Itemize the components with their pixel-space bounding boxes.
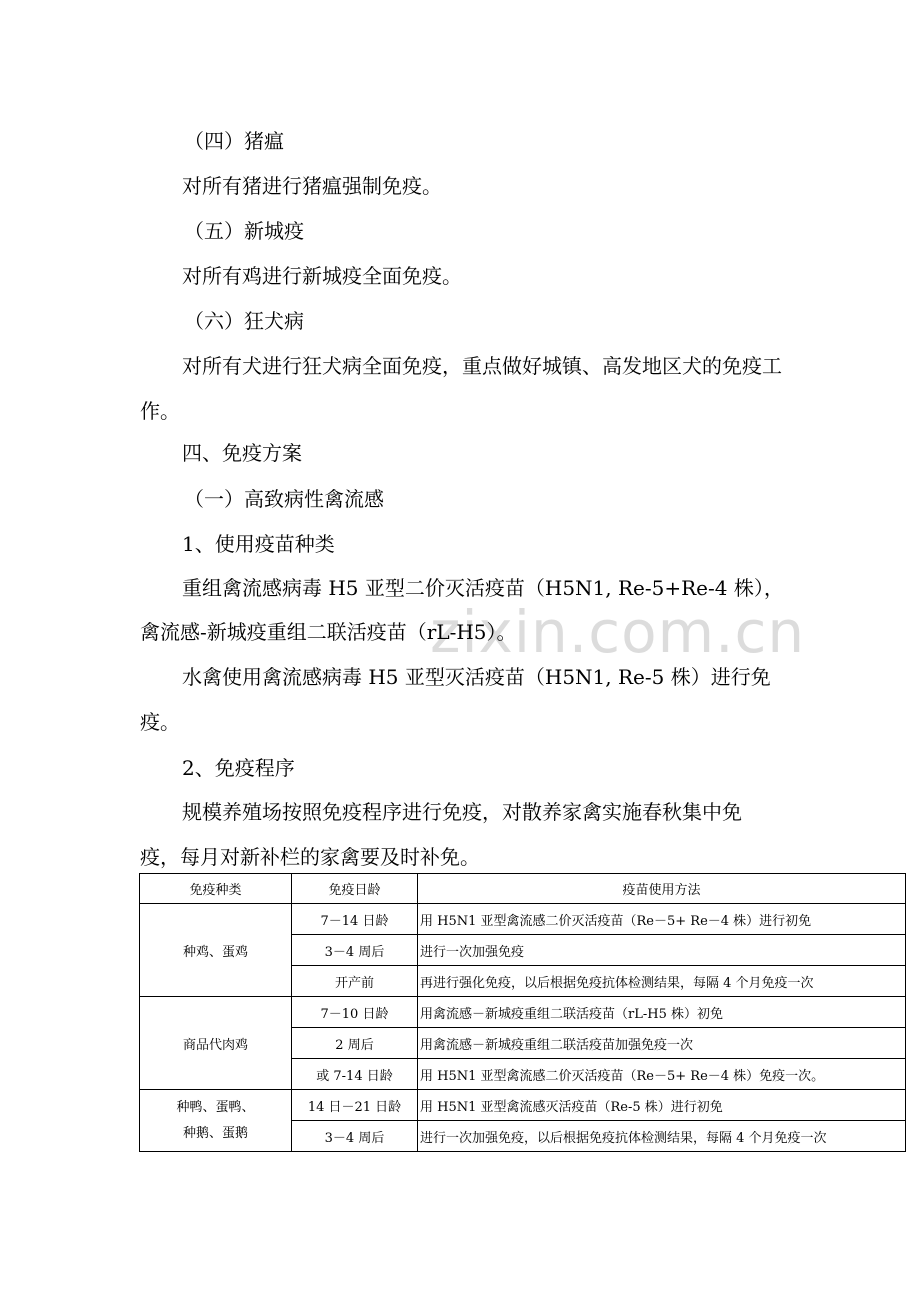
table-row	[140, 904, 906, 935]
paragraph-rabies-line1: 对所有犬进行狂犬病全面免疫，重点做好城镇、高发地区犬的免疫工	[182, 354, 782, 378]
age-cell: 3－4 周后	[292, 935, 418, 966]
header-type: 免疫种类	[140, 874, 292, 904]
age-cell: 7－10 日龄	[292, 997, 418, 1028]
paragraph-waterfowl-line1: 水禽使用禽流感病毒 H5 亚型灭活疫苗（H5N1, Re-5 株）进行免	[182, 665, 771, 689]
watermark: zixin.com.cn	[430, 598, 806, 666]
table-header-row	[140, 874, 906, 904]
method-cell: 用 H5N1 亚型禽流感二价灭活疫苗（Re－5+ Re－4 株）进行初免	[418, 904, 906, 935]
age-cell: 7－14 日龄	[292, 904, 418, 935]
heading-swine-fever: （四）猪瘟	[184, 129, 284, 153]
method-cell: 进行一次加强免疫	[418, 935, 906, 966]
header-age: 免疫日龄	[292, 874, 418, 904]
heading-immunization-procedure: 2、免疫程序	[182, 756, 295, 780]
paragraph-procedure-line2: 疫，每月对新补栏的家禽要及时补免。	[140, 845, 480, 869]
method-cell: 进行一次加强免疫，以后根据免疫抗体检测结果，每隔 4 个月免疫一次	[418, 1121, 906, 1152]
type-cell: 种鸡、蛋鸡	[140, 904, 292, 997]
table-row	[140, 1090, 906, 1121]
paragraph-vaccine-line2: 禽流感-新城疫重组二联活疫苗（rL-H5）。	[140, 620, 517, 644]
age-cell: 2 周后	[292, 1028, 418, 1059]
paragraph-vaccine-line1: 重组禽流感病毒 H5 亚型二价灭活疫苗（H5N1, Re-5+Re-4 株），	[182, 576, 784, 600]
paragraph-procedure-line1: 规模养殖场按照免疫程序进行免疫，对散养家禽实施春秋集中免	[182, 800, 742, 824]
age-cell: 或 7-14 日龄	[292, 1059, 418, 1090]
method-cell: 用禽流感－新城疫重组二联活疫苗加强免疫一次	[418, 1028, 906, 1059]
method-cell: 再进行强化免疫，以后根据免疫抗体检测结果，每隔 4 个月免疫一次	[418, 966, 906, 997]
method-cell: 用禽流感－新城疫重组二联活疫苗（rL-H5 株）初免	[418, 997, 906, 1028]
paragraph-rabies-line2: 作。	[140, 399, 180, 423]
heading-immunization-plan: 四、免疫方案	[182, 441, 302, 465]
age-cell: 3－4 周后	[292, 1121, 418, 1152]
type-line: 种鹅、蛋鹅	[182, 1125, 248, 1141]
header-method: 疫苗使用方法	[418, 874, 906, 904]
type-line: 种鸭、蛋鸭、	[176, 1099, 255, 1115]
immunization-table	[139, 873, 906, 1152]
paragraph-waterfowl-line2: 疫。	[140, 710, 180, 734]
method-cell: 用 H5N1 亚型禽流感二价灭活疫苗（Re－5+ Re－4 株）免疫一次。	[418, 1059, 906, 1090]
heading-newcastle: （五）新城疫	[184, 219, 304, 243]
method-cell: 用 H5N1 亚型禽流感灭活疫苗（Re-5 株）进行初免	[418, 1090, 906, 1121]
table-row	[140, 997, 906, 1028]
paragraph-swine-fever: 对所有猪进行猪瘟强制免疫。	[182, 174, 442, 198]
heading-vaccine-types: 1、使用疫苗种类	[182, 532, 335, 556]
type-cell: 商品代肉鸡	[140, 997, 292, 1090]
age-cell: 14 日－21 日龄	[292, 1090, 418, 1121]
heading-rabies: （六）狂犬病	[184, 309, 304, 333]
paragraph-newcastle: 对所有鸡进行新城疫全面免疫。	[182, 264, 462, 288]
age-cell: 开产前	[292, 966, 418, 997]
type-cell	[140, 1090, 292, 1152]
heading-avian-influenza: （一）高致病性禽流感	[184, 487, 384, 511]
